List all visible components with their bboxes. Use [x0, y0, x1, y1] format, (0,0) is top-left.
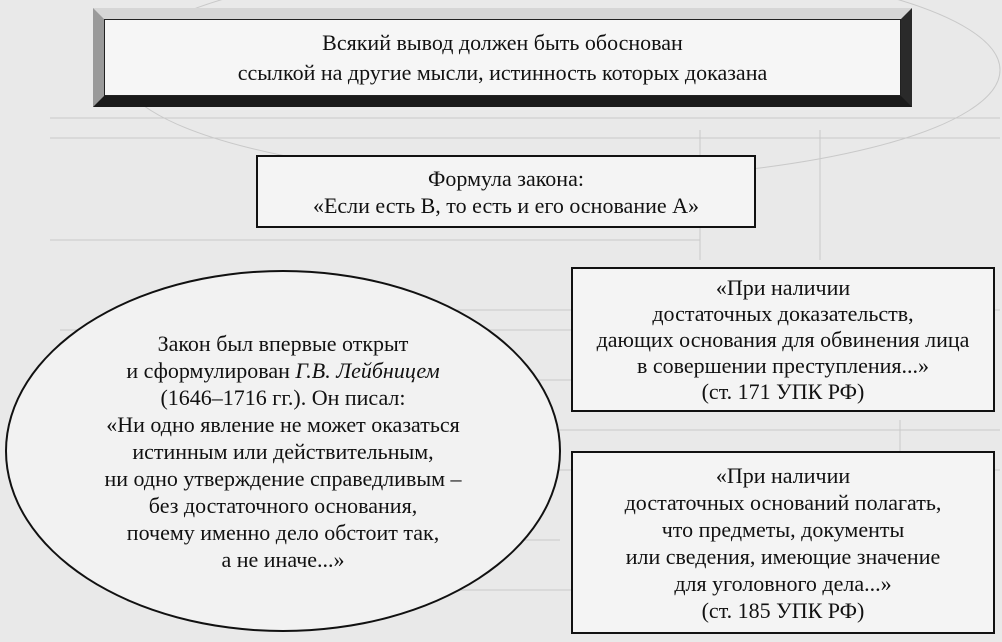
- quote-185-line-1: «При наличии: [715, 462, 851, 488]
- leibniz-line-9: а не иначе...»: [221, 546, 345, 572]
- quote-171-line-2: достаточных доказательств,: [652, 300, 914, 326]
- quote-171-line-1: «При наличии: [715, 274, 851, 300]
- leibniz-line-5: истинным или действительным,: [132, 438, 434, 464]
- formula-box: [256, 155, 756, 228]
- quote-171-citation: (ст. 171 УПК РФ): [701, 378, 865, 404]
- quote-185-line-3: что предметы, документы: [661, 516, 905, 542]
- leibniz-line-2-prefix: и сформулирован: [126, 357, 296, 383]
- leibniz-line-8: почему именно дело обстоит так,: [126, 519, 440, 545]
- quote-171-box: [571, 267, 995, 412]
- quote-171-line-3: дающих основания для обвинения лица: [596, 326, 970, 352]
- principle-box: [93, 8, 912, 107]
- principle-line-1: Всякий вывод должен быть обоснован: [322, 29, 683, 55]
- leibniz-line-2: [126, 357, 439, 384]
- principle-box-inner: [104, 19, 901, 96]
- formula-text: «Если есть В, то есть и его основание А»: [312, 192, 700, 218]
- leibniz-line-6: ни одно утверждение справедливым –: [104, 465, 462, 491]
- leibniz-line-3: (1646–1716 гг.). Он писал:: [160, 384, 406, 410]
- quote-185-citation: (ст. 185 УПК РФ): [701, 597, 865, 623]
- leibniz-line-7: без достаточного основания,: [148, 492, 418, 518]
- quote-185-line-5: для уголовного дела...»: [674, 570, 892, 596]
- quote-185-line-4: или сведения, имеющие значение: [625, 543, 941, 569]
- principle-line-2: ссылкой на другие мысли, истинность которых доказана: [237, 59, 768, 85]
- leibniz-line-1: Закон был впервые открыт: [157, 330, 409, 356]
- quote-185-box: [571, 451, 995, 634]
- formula-title: Формула закона:: [428, 165, 584, 191]
- leibniz-ellipse: [5, 270, 561, 632]
- quote-171-line-4: в совершении преступления...»: [636, 352, 930, 378]
- leibniz-line-4: «Ни одно явление не может оказаться: [106, 411, 460, 437]
- leibniz-author-name: Г.В. Лейбницем: [295, 357, 440, 383]
- quote-185-line-2: достаточных оснований полагать,: [624, 489, 942, 515]
